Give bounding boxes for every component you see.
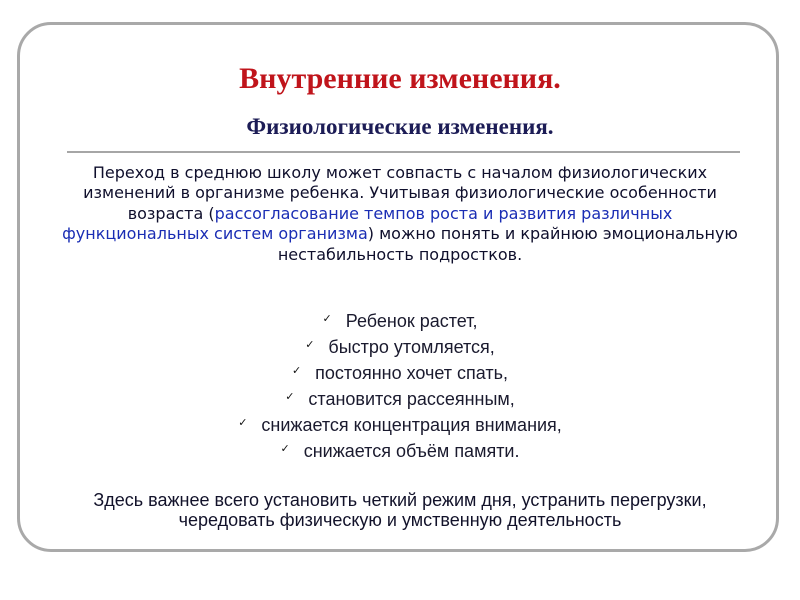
conclusion-paragraph: Здесь важнее всего установить четкий режим дня, устранить перегрузки, чередовать физическую и умственную деятельность <box>93 490 707 530</box>
intro-text-part2: ) можно понять и крайнюю эмоциональную нестабильность подростков. <box>277 224 738 264</box>
list-item <box>0 358 800 384</box>
slide-title: Внутренние изменения. <box>239 62 561 95</box>
intro-highlight: рассогласование темпов роста и развития различных функциональных систем организма <box>62 203 673 244</box>
divider-line <box>67 151 740 153</box>
checkmark-icon: ✓ <box>305 339 315 351</box>
checkmark-icon: ✓ <box>285 391 295 403</box>
checkmark-icon: ✓ <box>280 443 290 455</box>
list-item-text: Ребенок растет, <box>345 311 478 331</box>
intro-paragraph <box>60 163 740 265</box>
list-item <box>0 410 800 436</box>
list-item-text: быстро утомляется, <box>328 337 495 357</box>
checkmark-icon: ✓ <box>322 313 332 325</box>
list-item <box>0 332 800 358</box>
list-item-text: снижается объём памяти. <box>303 441 520 461</box>
checkmark-icon: ✓ <box>291 365 302 377</box>
intro-text-part1: Переход в среднюю школу может совпасть с началом физиологических изменений в организме ребенка. Учитывая физиологические особенности возраста ( <box>83 163 717 223</box>
checkmark-icon: ✓ <box>238 417 248 429</box>
list-item <box>0 384 800 410</box>
list-item <box>0 306 800 332</box>
symptom-list <box>0 306 800 462</box>
slide-subtitle: Физиологические изменения. <box>246 114 554 139</box>
list-item-text: постоянно хочет спать, <box>315 363 509 383</box>
list-item-text: снижается концентрация внимания, <box>261 415 562 435</box>
list-item-text: становится рассеянным, <box>308 389 515 409</box>
list-item <box>0 436 800 462</box>
slide-frame <box>17 22 779 552</box>
